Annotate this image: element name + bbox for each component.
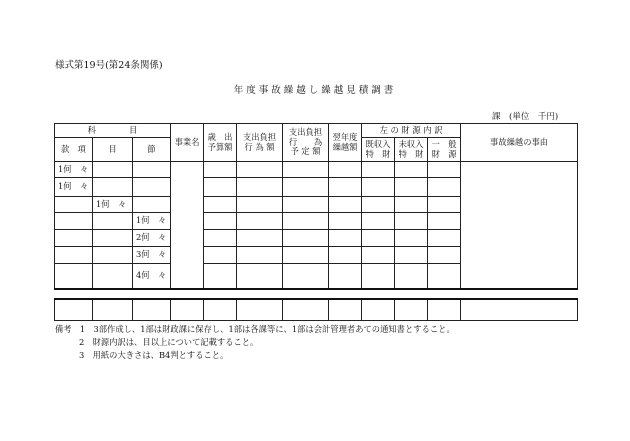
- cell-value: [362, 213, 395, 230]
- cell-moku: [93, 162, 133, 178]
- header-setsu: 節: [133, 138, 171, 162]
- cell-setsu: [133, 162, 171, 178]
- cell-total: [171, 299, 204, 321]
- cell-value: [395, 247, 428, 264]
- cell-value: [362, 197, 395, 213]
- header-zaigen-uchiwake: 左 の 財 源 内 訳: [362, 124, 461, 138]
- cell-value: [237, 178, 283, 197]
- cell-kan: [55, 247, 93, 264]
- cell-value: [329, 213, 362, 230]
- cell-total: [329, 299, 362, 321]
- cell-value: [329, 230, 362, 247]
- cell-value: [204, 264, 237, 289]
- cell-value: [204, 162, 237, 178]
- header-kamoku: 科 目: [55, 124, 171, 138]
- cell-value: [428, 162, 461, 178]
- cell-value: [395, 230, 428, 247]
- cell-value: [237, 247, 283, 264]
- cell-value: [283, 230, 329, 247]
- header-kan-ko: 款 項: [55, 138, 93, 162]
- cell-moku: [93, 247, 133, 264]
- cell-value: [395, 178, 428, 197]
- cell-moku: [93, 213, 133, 230]
- table-row: [55, 162, 578, 178]
- header-shishutsu-futan-koigaku: 支出負担 行 為 額: [237, 124, 283, 162]
- cell-kan: [55, 197, 93, 213]
- cell-total: [55, 299, 93, 321]
- cell-value: [395, 264, 428, 289]
- unit-label: 課 (単位 千円): [492, 112, 559, 122]
- form-number: 様式第19号(第24条関係): [55, 60, 163, 71]
- cell-value: [204, 230, 237, 247]
- cell-total: [283, 299, 329, 321]
- cell-total: [362, 299, 395, 321]
- cell-value: [237, 264, 283, 289]
- cell-value: [237, 213, 283, 230]
- cell-moku: [93, 230, 133, 247]
- cell-total: [133, 299, 171, 321]
- cell-total: [461, 299, 578, 321]
- cell-value: [362, 178, 395, 197]
- cell-value: [283, 178, 329, 197]
- cell-value: [204, 247, 237, 264]
- cell-value: [204, 213, 237, 230]
- cell-kan: [55, 213, 93, 230]
- cell-setsu: 2何 々: [133, 230, 171, 247]
- total-separator: [55, 289, 578, 299]
- cell-value: [329, 197, 362, 213]
- cell-value: [428, 213, 461, 230]
- header-mishunyu-tokuzai: 未収入 特 財: [395, 138, 428, 162]
- header-jigyomei: 事業名: [171, 124, 204, 162]
- cell-value: [329, 162, 362, 178]
- cell-jiyu: [461, 162, 578, 289]
- note-2: 2 財源内訳は、目以上について記載すること。: [79, 337, 259, 347]
- cell-total: [204, 299, 237, 321]
- cell-value: [329, 247, 362, 264]
- cell-setsu: [133, 178, 171, 197]
- header-yokunendo-kurikoshigaku: 翌年度 繰越額: [329, 124, 362, 162]
- double-rule: [55, 289, 578, 299]
- cell-value: [283, 162, 329, 178]
- header-moku: 目: [93, 138, 133, 162]
- note-1: 備考 1 3部作成し、1部は財政課に保存し、1部は各課等に、1部は会計管理者あての通知書とすること。: [55, 324, 455, 334]
- cell-kan: [55, 230, 93, 247]
- cell-value: [283, 247, 329, 264]
- cell-moku: 1何 々: [93, 197, 133, 213]
- header-shishutsu-futan-koi-yoteigaku: 支出負担 行 為 予 定 額: [283, 124, 329, 162]
- estimate-table: [54, 123, 578, 321]
- cell-value: [428, 230, 461, 247]
- cell-moku: [93, 178, 133, 197]
- cell-value: [428, 197, 461, 213]
- cell-value: [428, 178, 461, 197]
- cell-value: [204, 197, 237, 213]
- cell-value: [395, 162, 428, 178]
- cell-value: [237, 197, 283, 213]
- cell-value: [329, 178, 362, 197]
- cell-total: [237, 299, 283, 321]
- cell-total: [428, 299, 461, 321]
- cell-value: [428, 264, 461, 289]
- cell-total: [93, 299, 133, 321]
- cell-setsu: 1何 々: [133, 213, 171, 230]
- cell-value: [283, 213, 329, 230]
- header-jiko-kurikoshi-jiyu: 事故繰越の事由: [461, 124, 578, 162]
- cell-value: [362, 162, 395, 178]
- note-3: 3 用紙の大きさは、B4判とすること。: [79, 350, 229, 360]
- cell-value: [283, 264, 329, 289]
- total-row: [55, 299, 578, 321]
- cell-kan: 1何 々: [55, 178, 93, 197]
- cell-value: [428, 247, 461, 264]
- cell-kan: 1何 々: [55, 162, 93, 178]
- cell-moku: [93, 264, 133, 289]
- cell-value: [329, 264, 362, 289]
- cell-setsu: [133, 197, 171, 213]
- cell-total: [395, 299, 428, 321]
- cell-value: [362, 264, 395, 289]
- cell-setsu: 4何 々: [133, 264, 171, 289]
- cell-value: [237, 162, 283, 178]
- cell-value: [395, 197, 428, 213]
- cell-value: [395, 213, 428, 230]
- cell-value: [362, 230, 395, 247]
- cell-setsu: 3何 々: [133, 247, 171, 264]
- cell-jigyomei: [171, 162, 204, 289]
- cell-kan: [55, 264, 93, 289]
- cell-value: [204, 178, 237, 197]
- cell-value: [283, 197, 329, 213]
- document-title: 年度事故繰越し繰越見積調書: [233, 85, 397, 96]
- cell-value: [237, 230, 283, 247]
- header-saishutsu-yosangaku: 歳 出 予算額: [204, 124, 237, 162]
- header-kishunyu-tokuzai: 既収入 特 財: [362, 138, 395, 162]
- header-ippan-zaigen: 一 般 財 源: [428, 138, 461, 162]
- cell-value: [362, 247, 395, 264]
